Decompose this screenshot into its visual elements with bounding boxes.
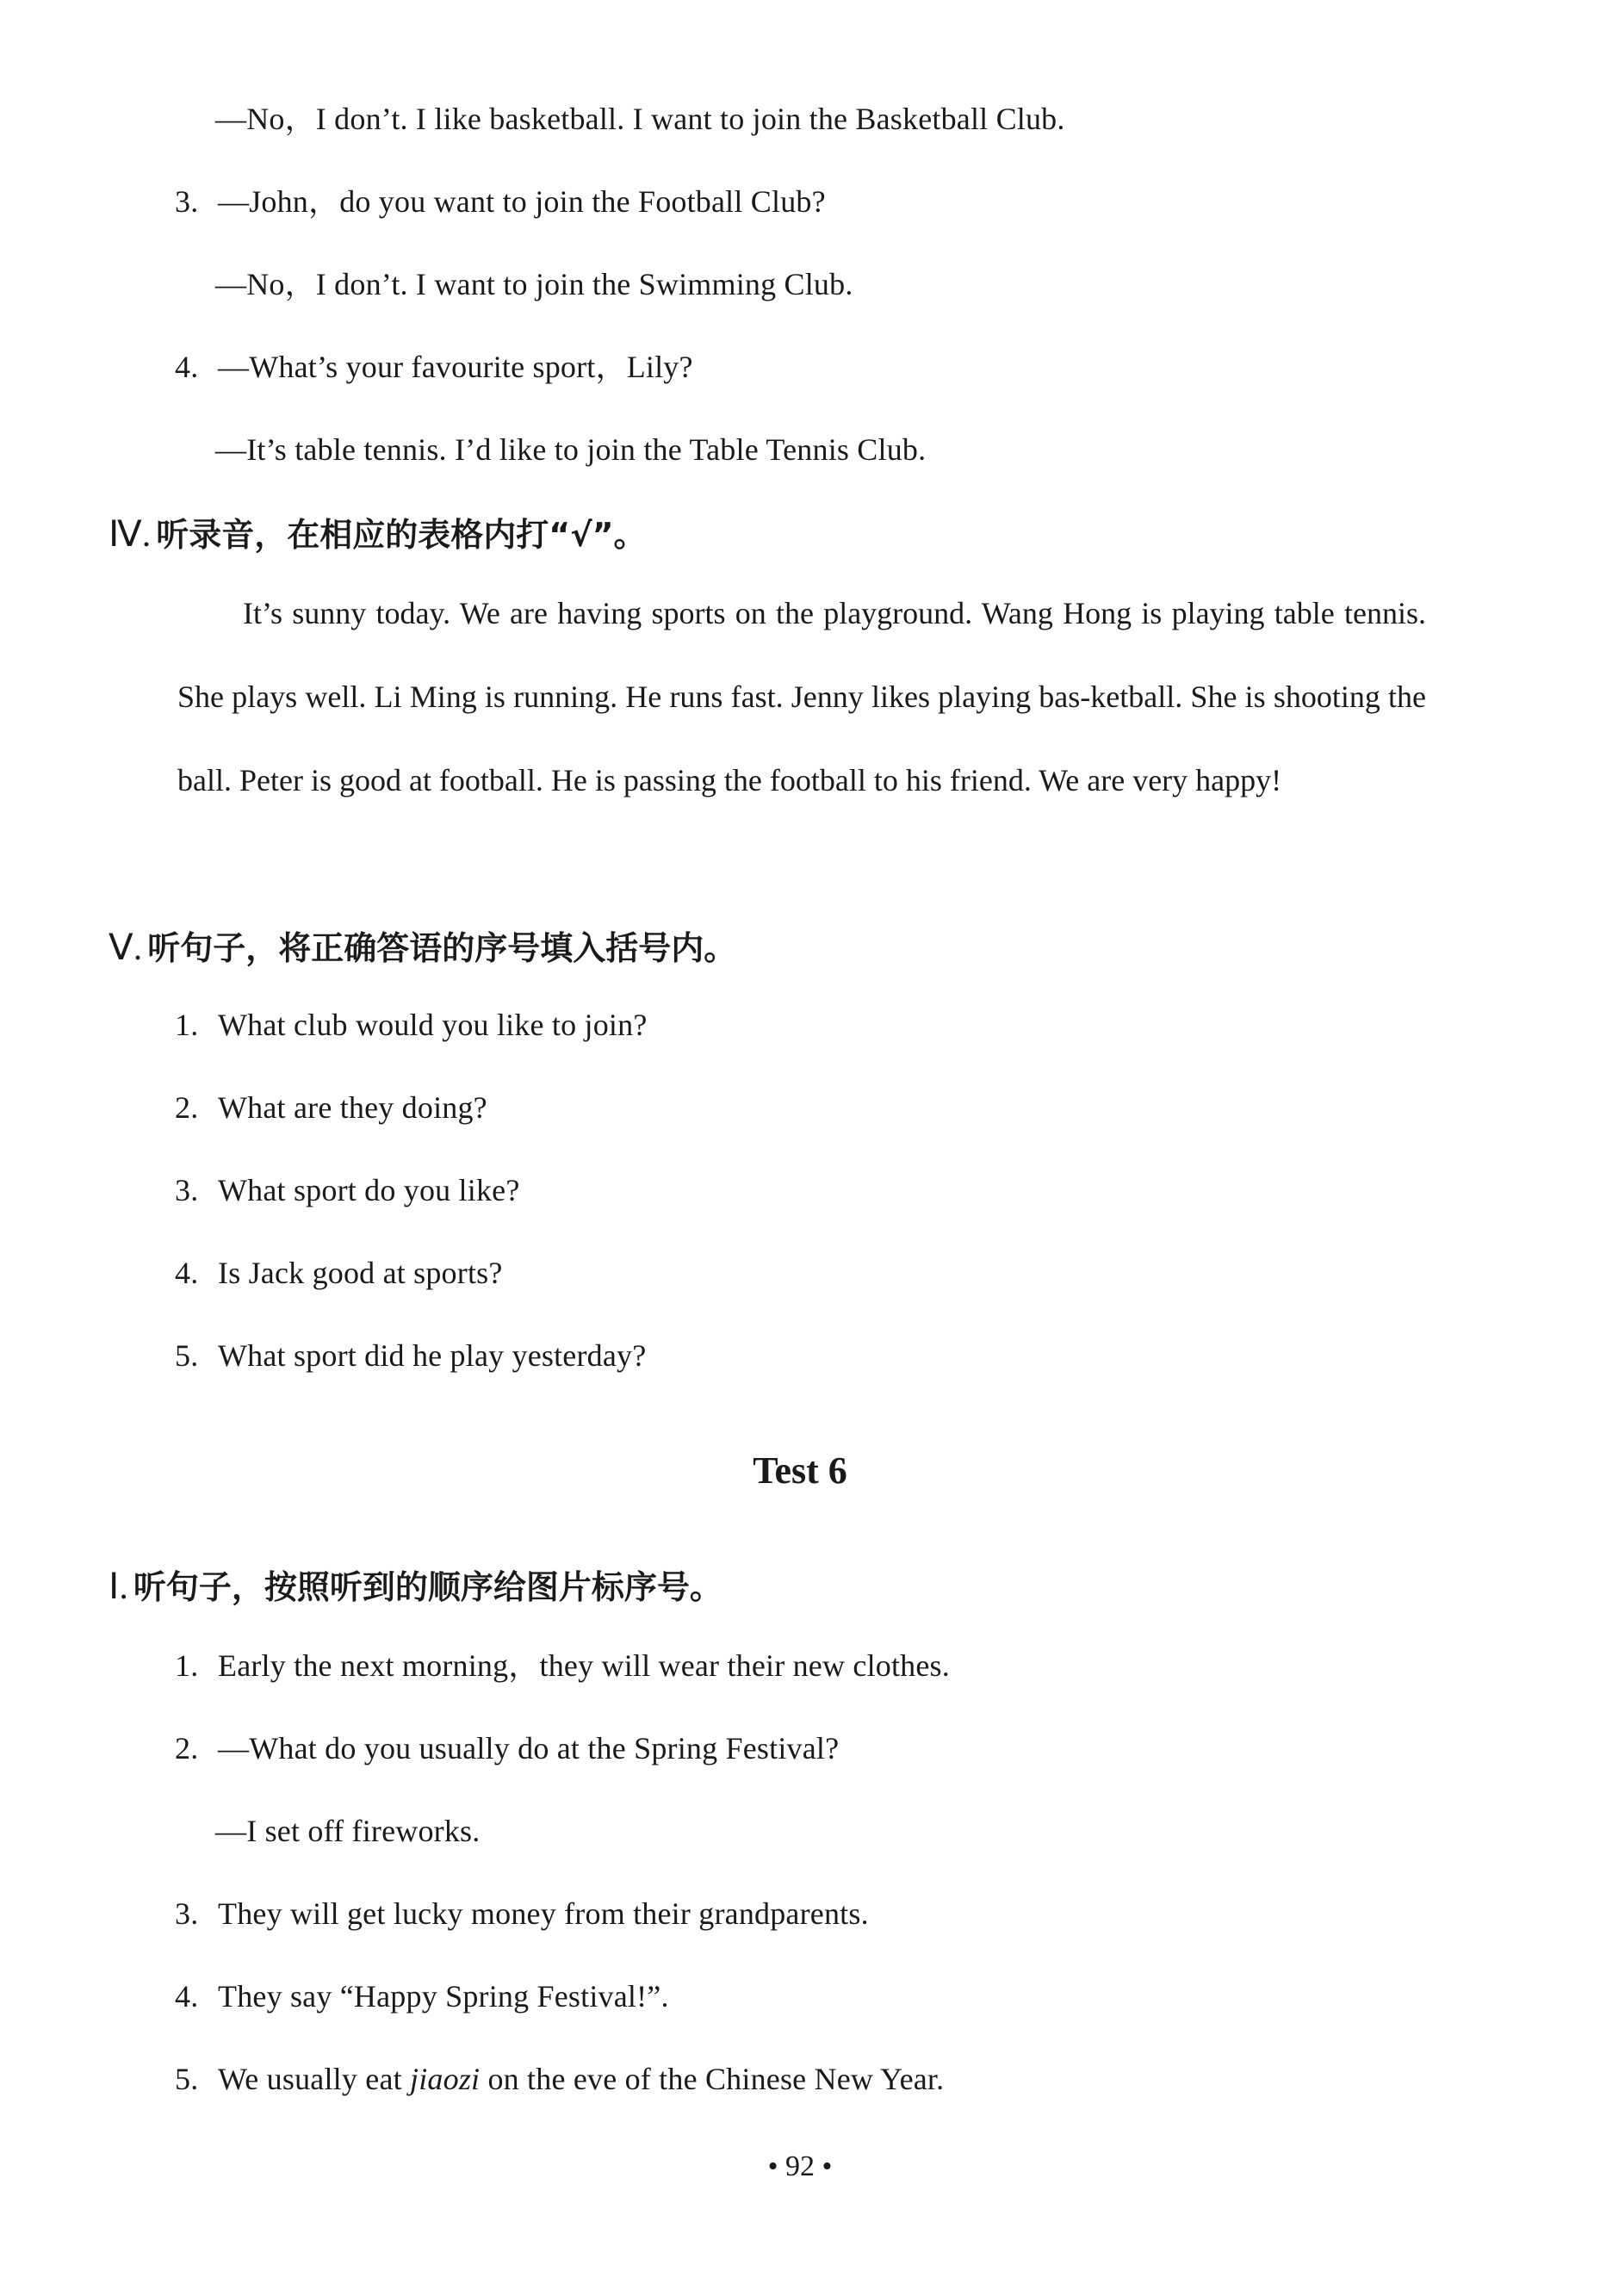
item-number: 3. <box>175 1896 199 1931</box>
section-title: 听录音，在相应的表格内打“√”。 <box>156 516 647 554</box>
list-item <box>175 348 693 386</box>
item-number: 1. <box>175 1648 199 1683</box>
item-number: 2. <box>175 1731 199 1765</box>
item-text: Is Jack good at sports? <box>218 1256 503 1290</box>
section-title: 听句子，将正确答语的序号填入括号内。 <box>147 929 737 967</box>
item-number: 4. <box>175 350 199 384</box>
item-text-pre: We usually eat <box>218 2062 411 2096</box>
section-numeral: Ⅳ. <box>109 515 152 555</box>
dialogue-line: —I set off fireworks. <box>215 1814 481 1848</box>
list-item <box>175 1729 839 1767</box>
list-item <box>175 2060 944 2098</box>
item-text: Early the next morning，they will wear their new clothes. <box>218 1648 950 1683</box>
section-numeral: Ⅴ. <box>109 928 143 968</box>
item-number: 2. <box>175 1090 199 1125</box>
item-text: —What do you usually do at the Spring Festival? <box>218 1731 840 1765</box>
section-heading <box>109 1567 722 1607</box>
dialogue-line: —No，I don’t. I want to join the Swimming Club. <box>215 267 853 301</box>
item-text: —John，do you want to join the Football Club? <box>218 184 826 219</box>
item-number: 3. <box>175 1173 199 1207</box>
dialogue-line: —No，I don’t. I like basketball. I want to join the Basketball Club. <box>215 102 1065 136</box>
item-text-post: on the eve of the Chinese New Year. <box>480 2062 945 2096</box>
item-number: 4. <box>175 1256 199 1290</box>
item-text: What sport do you like? <box>218 1173 520 1207</box>
item-text: What club would you like to join? <box>218 1008 648 1042</box>
item-number: 3. <box>175 184 199 219</box>
section-heading <box>109 928 736 968</box>
item-number: 1. <box>175 1008 199 1042</box>
test-title: Test 6 <box>753 1449 847 1492</box>
list-item <box>175 183 826 220</box>
item-text: They will get lucky money from their grandparents. <box>218 1896 869 1931</box>
dialogue-line: —It’s table tennis. I’d like to join the Table Tennis Club. <box>215 432 927 467</box>
item-number: 4. <box>175 1979 199 2014</box>
item-text: What are they doing? <box>218 1090 487 1125</box>
list-item <box>175 1977 669 2015</box>
section-title: 听句子，按照听到的顺序给图片标序号。 <box>133 1568 722 1606</box>
item-number: 5. <box>175 1338 199 1373</box>
page-number: • 92 • <box>767 2150 833 2182</box>
list-item <box>175 1171 520 1209</box>
item-text: What sport did he play yesterday? <box>218 1338 647 1373</box>
section-numeral: Ⅰ. <box>109 1567 128 1607</box>
list-item <box>175 1647 950 1685</box>
item-text: They say “Happy Spring Festival!”. <box>218 1979 669 2014</box>
list-item <box>175 1895 869 1933</box>
section-heading <box>109 515 647 555</box>
list-item <box>175 1254 503 1292</box>
item-number: 5. <box>175 2062 199 2096</box>
item-text: —What’s your favourite sport，Lily? <box>218 350 693 384</box>
list-item <box>175 1006 648 1044</box>
listening-paragraph: It’s sunny today. We are having sports on the playground. Wang Hong is playing table tennis. She plays well. Li Ming is running. He runs fast. Jenny likes playing bas-ketball. She is shooting the ball. Peter is good at football. He is passing the football to his friend. We are very happy! <box>177 596 1426 797</box>
list-item <box>175 1337 646 1374</box>
item-text-italic: jiaozi <box>410 2062 481 2096</box>
list-item <box>175 1089 487 1126</box>
